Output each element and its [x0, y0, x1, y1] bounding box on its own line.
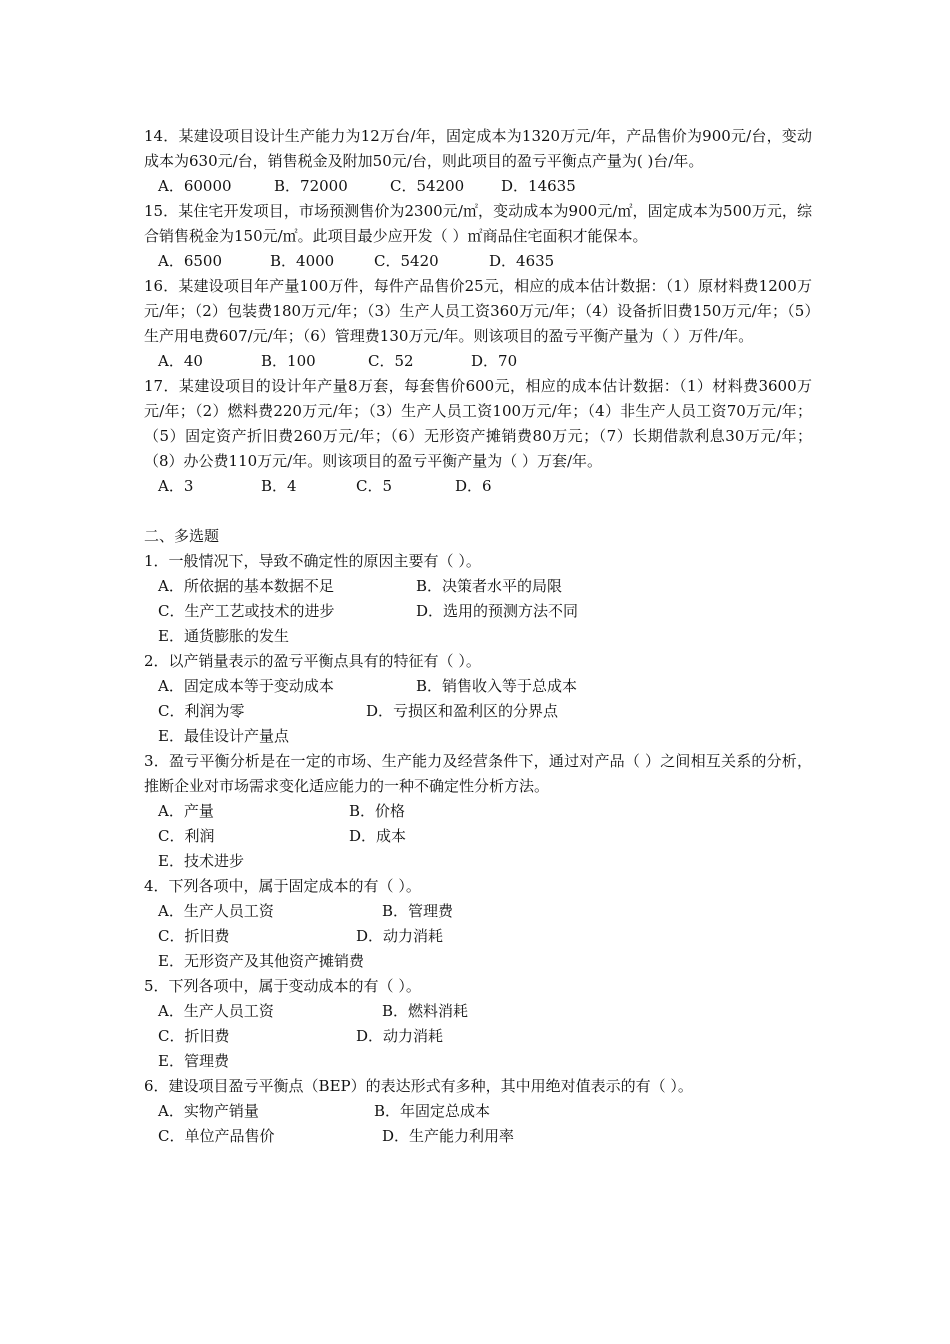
- multi-question-6-stem: 6．建设项目盈亏平衡点（BEP）的表达形式有多种，其中用绝对值表示的有（ ）。: [144, 1077, 693, 1095]
- multi-question-4-options-row1: [144, 899, 812, 924]
- multi-question-1-options-row3: [144, 624, 812, 649]
- option-e: E．最佳设计产量点: [158, 727, 289, 745]
- multi-question-5-stem: 5．下列各项中，属于变动成本的有（ ）。: [144, 977, 421, 995]
- multi-question-1-options-row1: [144, 574, 812, 599]
- option-c: C．利润: [158, 827, 215, 845]
- option-e: E．无形资产及其他资产摊销费: [158, 952, 364, 970]
- option-b: B．年固定总成本: [374, 1102, 491, 1120]
- option-a: A．生产人员工资: [158, 902, 274, 920]
- option-e: E．技术进步: [158, 852, 244, 870]
- section-spacer: [144, 499, 812, 524]
- option-d: D．14635: [501, 177, 576, 195]
- question-16-stem: 16．某建设项目年产量100万件，每件产品售价25元，相应的成本估计数据：（1）原材料费1200万元/年；（2）包装费180万元/年；（3）生产人员工资360万元/年；（4）设备折旧费150万元/年；（5）生产用电费607/元/年；（6）管理费130万元/年。则该项目的盈亏平衡产量为（ ）万件/年。: [144, 277, 812, 345]
- option-c: C．5: [356, 477, 393, 495]
- multi-question-5-options-row1: [144, 999, 812, 1024]
- option-b: B．管理费: [382, 902, 454, 920]
- multi-question-5-options-row2: [144, 1024, 812, 1049]
- option-b: B．4000: [270, 252, 335, 270]
- option-a: A．产量: [158, 802, 214, 820]
- option-a: A．6500: [158, 252, 223, 270]
- option-a: A．实物产销量: [158, 1102, 259, 1120]
- multi-question-6-options-row2: [144, 1124, 812, 1149]
- option-a: A．所依据的基本数据不足: [158, 577, 334, 595]
- option-b: B．72000: [274, 177, 348, 195]
- option-d: D．选用的预测方法不同: [416, 602, 579, 620]
- multi-question-2-options-row2: [144, 699, 812, 724]
- document-body: [144, 124, 812, 1149]
- multi-question-5-options-row3: [144, 1049, 812, 1074]
- option-d: D．6: [455, 477, 492, 495]
- question-14-options: [144, 174, 812, 199]
- option-a: A．60000: [158, 177, 232, 195]
- multi-question-2-options-row3: [144, 724, 812, 749]
- option-c: C．利润为零: [158, 702, 245, 720]
- option-c: C．52: [368, 352, 414, 370]
- option-c: C．54200: [390, 177, 465, 195]
- multi-question-6-options-row1: [144, 1099, 812, 1124]
- multi-question-2-stem: 2．以产销量表示的盈亏平衡点具有的特征有（ ）。: [144, 652, 481, 670]
- option-c: C．生产工艺或技术的进步: [158, 602, 335, 620]
- multi-question-1-options-row2: [144, 599, 812, 624]
- multi-question-3-stem: 3．盈亏平衡分析是在一定的市场、生产能力及经营条件下，通过对产品（ ）之间相互关系的分析，推断企业对市场需求变化适应能力的一种不确定性分析方法。: [144, 752, 812, 795]
- multi-question-4-options-row3: [144, 949, 812, 974]
- multi-question-3-options-row3: [144, 849, 812, 874]
- option-b: B．4: [261, 477, 297, 495]
- multi-question-3-options-row1: [144, 799, 812, 824]
- option-b: B．决策者水平的局限: [416, 577, 563, 595]
- option-b: B．价格: [349, 802, 406, 820]
- multi-question-3-options-row2: [144, 824, 812, 849]
- option-e: E．管理费: [158, 1052, 229, 1070]
- option-a: A．3: [158, 477, 194, 495]
- option-b: B．燃料消耗: [382, 1002, 469, 1020]
- multi-question-4-stem: 4．下列各项中，属于固定成本的有（ ）。: [144, 877, 421, 895]
- option-c: C．5420: [374, 252, 439, 270]
- option-a: A．固定成本等于变动成本: [158, 677, 334, 695]
- option-a: A．40: [158, 352, 203, 370]
- option-d: D．动力消耗: [356, 1027, 444, 1045]
- multi-question-4-options-row2: [144, 924, 812, 949]
- question-16-options: [144, 349, 812, 374]
- option-b: B．销售收入等于总成本: [416, 677, 578, 695]
- option-d: D．成本: [349, 827, 407, 845]
- question-17-options: [144, 474, 812, 499]
- option-a: A．生产人员工资: [158, 1002, 274, 1020]
- option-d: D．4635: [489, 252, 555, 270]
- question-15-options: [144, 249, 812, 274]
- option-d: D．生产能力利用率: [382, 1127, 515, 1145]
- option-d: D．70: [471, 352, 518, 370]
- question-17-stem: 17．某建设项目的设计年产量8万套，每套售价600元，相应的成本估计数据：（1）材料费3600万元/年；（2）燃料费220万元/年；（3）生产人员工资100万元/年；（4）非生产人员工资70万元/年；（5）固定资产折旧费260万元/年；（6）无形资产摊销费80万元；（7）长期借款利息30万元/年；（8）办公费110万元/年。则该项目的盈亏平衡产量为（ ）万套/年。: [144, 377, 812, 470]
- question-14-stem: 14．某建设项目设计生产能力为12万台/年，固定成本为1320万元/年，产品售价为900元/台，变动成本为630元/台，销售税金及附加50元/台，则此项目的盈亏平衡点产量为( )台/年。: [144, 127, 812, 170]
- multi-question-1-stem: 1．一般情况下，导致不确定性的原因主要有（ ）。: [144, 552, 481, 570]
- option-b: B．100: [261, 352, 316, 370]
- question-15-stem: 15．某住宅开发项目，市场预测售价为2300元/㎡，变动成本为900元/㎡，固定成本为500万元，综合销售税金为150元/㎡。此项目最少应开发（ ）㎡商品住宅面积才能保本。: [144, 202, 812, 245]
- option-c: C．折旧费: [158, 1027, 230, 1045]
- option-d: D．动力消耗: [356, 927, 444, 945]
- multi-question-2-options-row1: [144, 674, 812, 699]
- section-heading: 二、多选题: [144, 527, 220, 545]
- option-c: C．折旧费: [158, 927, 230, 945]
- option-d: D．亏损区和盈利区的分界点: [366, 702, 559, 720]
- option-e: E．通货膨胀的发生: [158, 627, 289, 645]
- option-c: C．单位产品售价: [158, 1127, 275, 1145]
